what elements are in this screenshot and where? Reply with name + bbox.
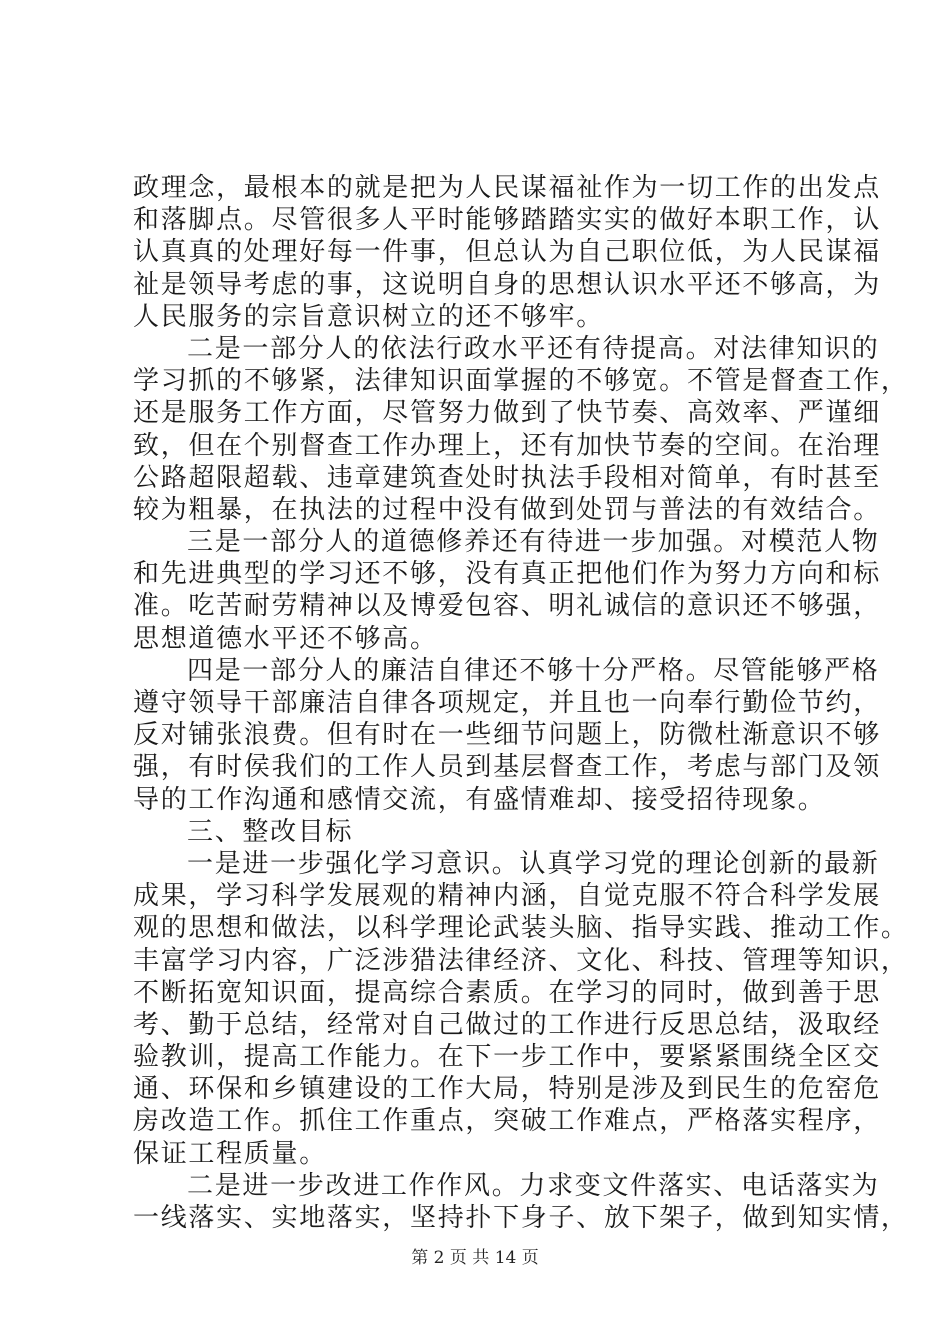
text-line: 致，但在个别督查工作办理上，还有加快节奏的空间。在治理 [133, 430, 881, 461]
text-line: 和先进典型的学习还不够，没有真正把他们作为努力方向和标 [133, 559, 881, 590]
text-line: 房改造工作。抓住工作重点，突破工作难点，严格落实程序， [133, 1106, 881, 1137]
text-line: 学习抓的不够紧，法律知识面掌握的不够宽。不管是督查工作， [133, 366, 909, 397]
text-line: 通、环保和乡镇建设的工作大局，特别是涉及到民生的危窑危 [133, 1074, 881, 1105]
text-line: 认真真的处理好每一件事，但总认为自己职位低，为人民谋福 [133, 237, 881, 268]
text-line: 考、勤于总结，经常对自己做过的工作进行反思总结，汲取经 [133, 1009, 881, 1040]
text-line: 祉是领导考虑的事，这说明自身的思想认识水平还不够高，为 [133, 269, 881, 300]
text-line: 成果，学习科学发展观的精神内涵，自觉克服不符合科学发展 [133, 881, 881, 912]
text-line: 三是一部分人的道德修养还有待进一步加强。对模范人物 [187, 527, 880, 558]
text-line: 四是一部分人的廉洁自律还不够十分严格。尽管能够严格 [187, 655, 880, 686]
text-line: 准。吃苦耐劳精神以及博爱包容、明礼诚信的意识还不够强， [133, 591, 881, 622]
document-body [133, 172, 909, 1234]
text-line: 政理念，最根本的就是把为人民谋福祉作为一切工作的出发点 [133, 173, 881, 203]
text-line: 三、整改目标 [187, 816, 354, 847]
text-line: 公路超限超载、违章建筑查处时执法手段相对简单，有时甚至 [133, 462, 881, 493]
text-line: 思想道德水平还不够高。 [133, 623, 438, 654]
page-footer: 第 2 页 共 14 页 [411, 1248, 539, 1268]
text-line: 强，有时侯我们的工作人员到基层督查工作，考虑与部门及领 [133, 752, 881, 783]
text-line: 一线落实、实地落实，坚持扑下身子、放下架子，做到知实情， [133, 1203, 909, 1233]
text-line: 二是一部分人的依法行政水平还有待提高。对法律知识的 [187, 333, 880, 364]
text-line: 观的思想和做法，以科学理论武装头脑、指导实践、推动工作。 [133, 913, 909, 944]
text-line: 导的工作沟通和感情交流，有盛情难却、接受招待现象。 [133, 784, 826, 815]
text-line: 还是服务工作方面，尽管努力做到了快节奏、高效率、严谨细 [133, 398, 881, 429]
text-line: 和落脚点。尽管很多人平时能够踏踏实实的做好本职工作，认 [133, 205, 881, 236]
text-line: 验教训，提高工作能力。在下一步工作中，要紧紧围绕全区交 [133, 1042, 881, 1073]
text-line: 遵守领导干部廉洁自律各项规定，并且也一向奉行勤俭节约， [133, 688, 881, 718]
text-line: 保证工程质量。 [133, 1138, 327, 1169]
text-line: 反对铺张浪费。但有时在一些细节问题上，防微杜渐意识不够 [133, 720, 881, 751]
text-line: 不断拓宽知识面，提高综合素质。在学习的同时，做到善于思 [133, 977, 881, 1008]
text-line: 丰富学习内容，广泛涉猎法律经济、文化、科技、管理等知识， [133, 945, 909, 976]
text-line: 二是进一步改进工作作风。力求变文件落实、电话落实为 [187, 1170, 880, 1201]
text-line: 人民服务的宗旨意识树立的还不够牢。 [133, 301, 604, 332]
text-line: 一是进一步强化学习意识。认真学习党的理论创新的最新 [187, 848, 880, 879]
text-line: 较为粗暴，在执法的过程中没有做到处罚与普法的有效结合。 [133, 494, 881, 525]
